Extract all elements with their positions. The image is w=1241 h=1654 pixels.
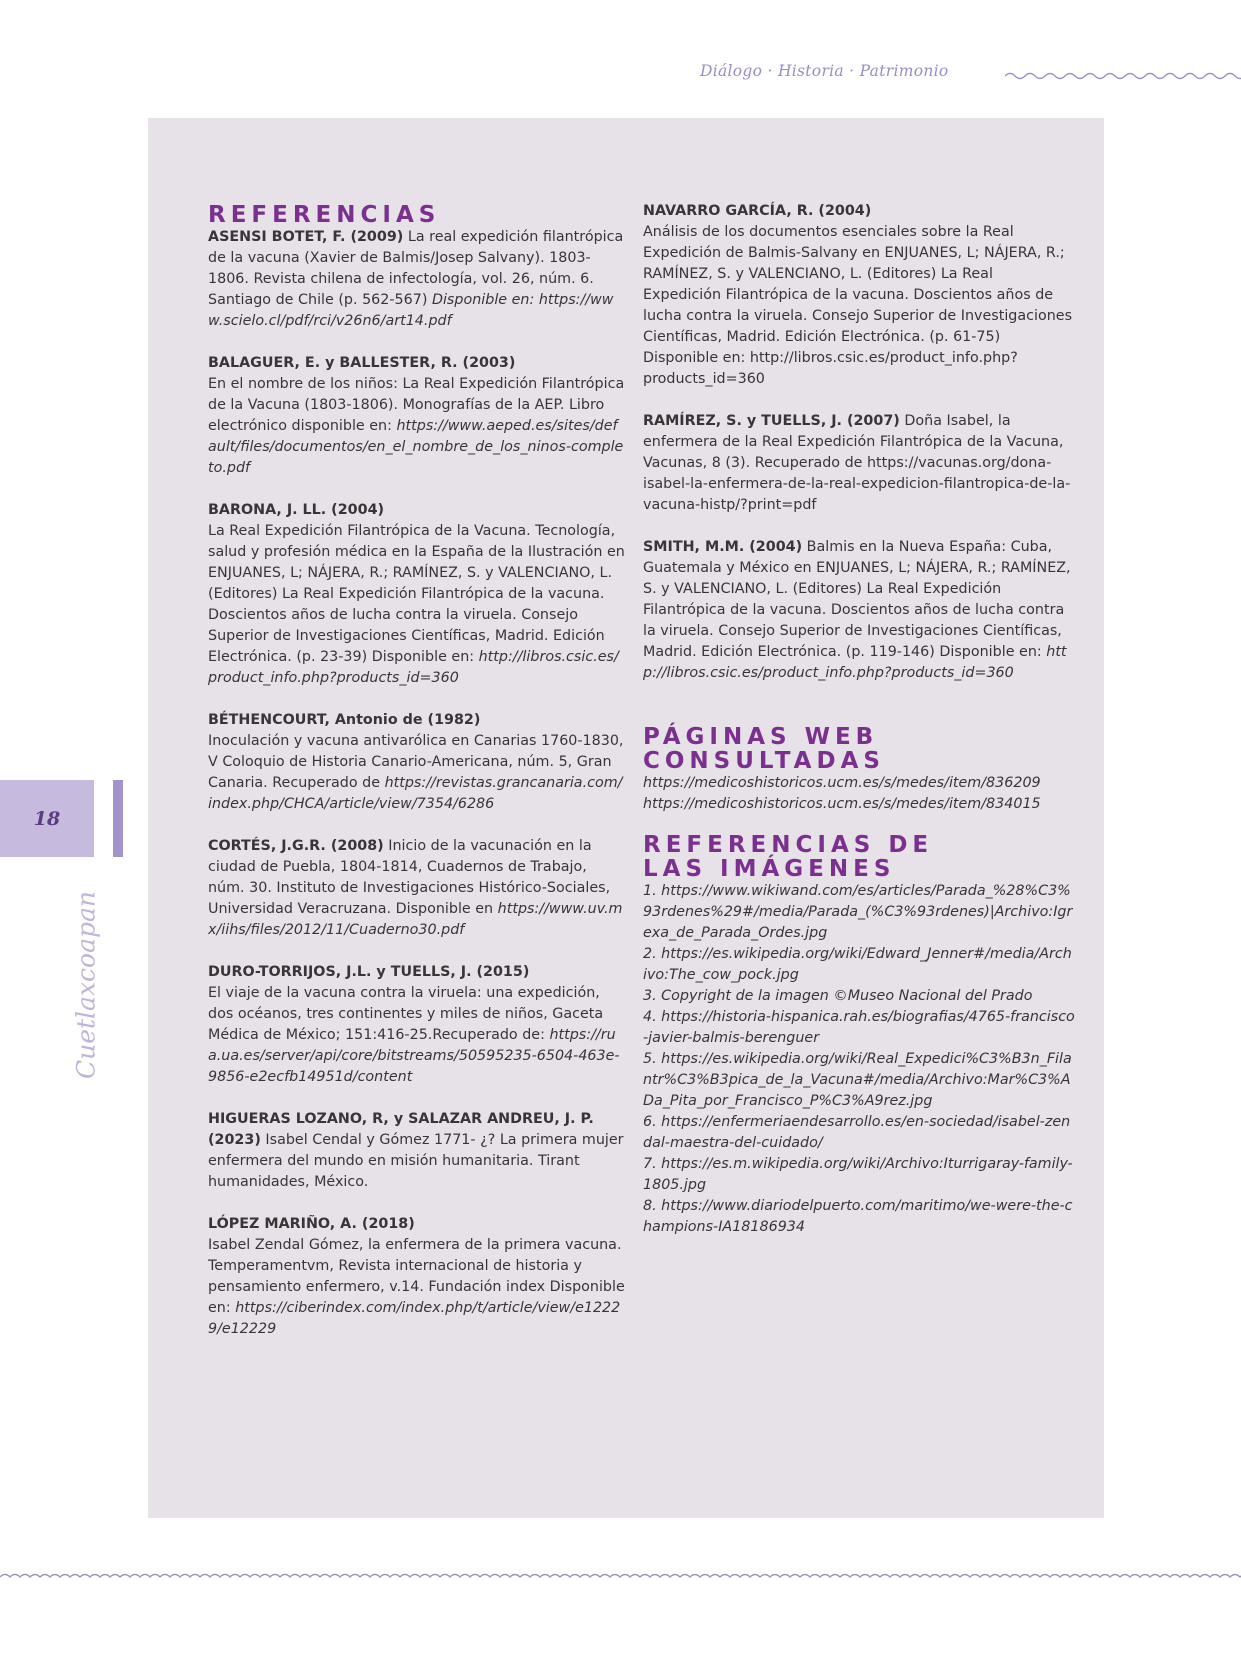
reference-link[interactable]: https://ciberindex.com/index.php/t/article/view/e12229/e12229 — [208, 1300, 621, 1337]
web-pages-title-line1: PÁGINAS WEB — [643, 724, 879, 750]
reference-entry — [208, 353, 626, 479]
running-header: Diálogo · Historia · Patrimonio — [700, 62, 949, 80]
wave-ornament-bottom — [0, 1571, 1241, 1583]
image-reference-item[interactable]: 2. https://es.wikipedia.org/wiki/Edward_Jenner#/media/Archivo:The_cow_pock.jpg — [643, 946, 1072, 983]
left-column — [208, 203, 626, 1361]
reference-author: BARONA, J. LL. (2004) — [208, 502, 385, 518]
reference-author: NAVARRO GARCÍA, R. (2004) — [643, 203, 872, 219]
reference-link[interactable]: https://www.aeped.es/sites/default/files/documentos/en_el_nombre_de_los_ninos-completo.pdf — [208, 418, 624, 476]
reference-text: Inicio de la vacunación en la ciudad de Puebla, 1804-1814, Cuadernos de Trabajo, núm. 30. Instituto de Investigaciones Histórico-Sociales, Universidad Veracruzana. Disponible en — [208, 838, 611, 917]
reference-entry — [208, 710, 626, 815]
reference-link[interactable]: https://rua.ua.es/server/api/core/bitstreams/50595235-6504-463e-9856-e2ecfb14951d/content — [208, 1027, 620, 1085]
image-reference-item[interactable]: 7. https://es.m.wikipedia.org/wiki/Archivo:Iturrigaray-family-1805.jpg — [643, 1156, 1073, 1193]
image-references-title-line1: REFERENCIAS DE — [643, 832, 934, 858]
references-list-right — [643, 201, 1075, 684]
reference-link[interactable]: Disponible en: https://www.scielo.cl/pdf/rci/v26n6/art14.pdf — [208, 292, 614, 329]
web-pages-list — [643, 773, 1075, 815]
reference-author: BÉTHENCOURT, Antonio de (1982) — [208, 712, 481, 728]
image-references-title-line2: LAS IMÁGENES — [643, 856, 896, 882]
wave-ornament-top — [1005, 70, 1241, 82]
page-marker-bar — [113, 780, 123, 857]
references-title: REFERENCIAS — [208, 202, 441, 228]
reference-entry — [643, 411, 1075, 516]
reference-text: En el nombre de los niños: La Real Expedición Filantrópica de la Vacuna (1803-1806). Monografías de la AEP. Libro electrónico disponible en: — [208, 376, 625, 434]
reference-link[interactable]: http://libros.csic.es/product_info.php?products_id=360 — [208, 649, 619, 686]
reference-entry — [208, 1109, 626, 1193]
references-list-left — [208, 227, 626, 1340]
reference-author: BALAGUER, E. y BALLESTER, R. (2003) — [208, 355, 516, 371]
image-reference-item: 3. Copyright de la imagen ©Museo Nacional del Prado — [643, 988, 1033, 1004]
reference-link[interactable]: https://revistas.grancanaria.com/index.php/CHCA/article/view/7354/6286 — [208, 775, 623, 812]
reference-text: Doña Isabel, la enfermera de la Real Expedición Filantrópica de la Vacuna, Vacunas, 8 (3). Recuperado de https://vacunas.org/dona-isabel-la-enfermera-de-la-real-expedicion-filantropica-de-la-vacuna-histp/?print=pdf — [643, 413, 1071, 513]
reference-author: DURO-TORRIJOS, J.L. y TUELLS, J. (2015) — [208, 964, 530, 980]
reference-author: HIGUERAS LOZANO, R, y SALAZAR ANDREU, J. P. (2023) — [208, 1111, 594, 1148]
reference-text: El viaje de la vacuna contra la viruela: una expedición, dos océanos, tres continentes y miles de niños, Gaceta Médica de México; 151:416-25.Recuperado de: — [208, 985, 604, 1043]
page-number: 18 — [33, 807, 61, 830]
reference-text: Análisis de los documentos esenciales sobre la Real Expedición de Balmis-Salvany en ENJUANES, L; NÁJERA, R.; RAMÍNEZ, S. y VALENCIANO, L. (Editores) La Real Expedición Filantrópica de la vacuna. Doscientos años de lucha contra la viruela. Consejo Superior de Investigaciones Científicas, Madrid. Edición Electrónica. (p. 61-75) Disponible en: http://libros.csic.es/product_info.php?products_id=360 — [643, 224, 1073, 387]
vertical-publication-title: Cuetlaxcoapan — [71, 890, 101, 1080]
reference-entry — [208, 500, 626, 689]
web-pages-title — [643, 725, 1075, 773]
reference-text: La real expedición filantrópica de la vacuna (Xavier de Balmis/Josep Salvany). 1803-1806. Revista chilena de infectología, vol. 26, núm. 6. Santiago de Chile (p. 562-567) — [208, 229, 624, 308]
reference-entry — [643, 201, 1075, 390]
reference-entry — [208, 836, 626, 941]
reference-author: ASENSI BOTET, F. (2009) — [208, 229, 404, 245]
image-reference-item[interactable]: 4. https://historia-hispanica.rah.es/biografias/4765-francisco-javier-balmis-berenguer — [643, 1009, 1075, 1046]
web-page-link[interactable]: https://medicoshistoricos.ucm.es/s/medes/item/836209 — [643, 775, 1041, 791]
reference-entry — [208, 1214, 626, 1340]
web-page-link[interactable]: https://medicoshistoricos.ucm.es/s/medes/item/834015 — [643, 796, 1041, 812]
reference-link[interactable]: https://www.uv.mx/iihs/files/2012/11/Cuaderno30.pdf — [208, 901, 623, 938]
image-references-title — [643, 833, 1075, 881]
image-reference-item[interactable]: 6. https://enfermeriaendesarrollo.es/en-sociedad/isabel-zendal-maestra-del-cuidado/ — [643, 1114, 1071, 1151]
reference-entry — [643, 537, 1075, 684]
right-column — [643, 201, 1075, 1238]
image-reference-item[interactable]: 1. https://www.wikiwand.com/es/articles/Parada_%28%C3%93rdenes%29#/media/Parada_(%C3%93rdenes)|Archivo:Igrexa_de_Parada_Ordes.jpg — [643, 883, 1073, 941]
image-reference-item[interactable]: 8. https://www.diariodelpuerto.com/maritimo/we-were-the-champions-IA18186934 — [643, 1198, 1073, 1235]
reference-entry — [208, 962, 626, 1088]
reference-author: SMITH, M.M. (2004) — [643, 539, 803, 555]
reference-entry — [208, 227, 626, 332]
image-reference-item[interactable]: 5. https://es.wikipedia.org/wiki/Real_Expedici%C3%B3n_Filantr%C3%B3pica_de_la_Vacuna#/media/Archivo:Mar%C3%ADa_Pita_por_Francisco_P%C3%A9rez.jpg — [643, 1051, 1072, 1109]
reference-link[interactable]: http://libros.csic.es/product_info.php?products_id=360 — [643, 644, 1067, 681]
reference-author: CORTÉS, J.G.R. (2008) — [208, 838, 384, 854]
web-pages-title-line2: CONSULTADAS — [643, 748, 885, 774]
page-number-tab — [0, 780, 94, 857]
image-references-list — [643, 881, 1075, 1238]
reference-author: LÓPEZ MARIÑO, A. (2018) — [208, 1216, 415, 1232]
reference-text: Inoculación y vacuna antivarólica en Canarias 1760-1830, V Coloquio de Historia Canario-Americana, núm. 5, Gran Canaria. Recuperado de — [208, 733, 624, 791]
reference-author: RAMÍREZ, S. y TUELLS, J. (2007) — [643, 413, 900, 429]
reference-text: Isabel Cendal y Gómez 1771- ¿? La primera mujer enfermera del mundo en misión humanitaria. Tirant humanidades, México. — [208, 1132, 624, 1190]
reference-text: La Real Expedición Filantrópica de la Vacuna. Tecnología, salud y profesión médica en la España de la Ilustración en ENJUANES, L; NÁJERA, R.; RAMÍNEZ, S. y VALENCIANO, L. (Editores) La Real Expedición Filantrópica de la vacuna. Doscientos años de lucha contra la viruela. Consejo Superior de Investigaciones Científicas, Madrid. Edición Electrónica. (p. 23-39) Disponible en: — [208, 523, 625, 665]
reference-text: Isabel Zendal Gómez, la enfermera de la primera vacuna. Temperamentvm, Revista internacional de historia y pensamiento enfermero, v.14. Fundación index Disponible en: — [208, 1237, 625, 1316]
reference-text: Balmis en la Nueva España: Cuba, Guatemala y México en ENJUANES, L; NÁJERA, R.; RAMÍNEZ, S. y VALENCIANO, L. (Editores) La Real Expedición Filantrópica de la vacuna. Doscientos años de lucha contra la viruela. Consejo Superior de Investigaciones Científicas, Madrid. Edición Electrónica. (p. 119-146) Disponible en: — [643, 539, 1071, 660]
